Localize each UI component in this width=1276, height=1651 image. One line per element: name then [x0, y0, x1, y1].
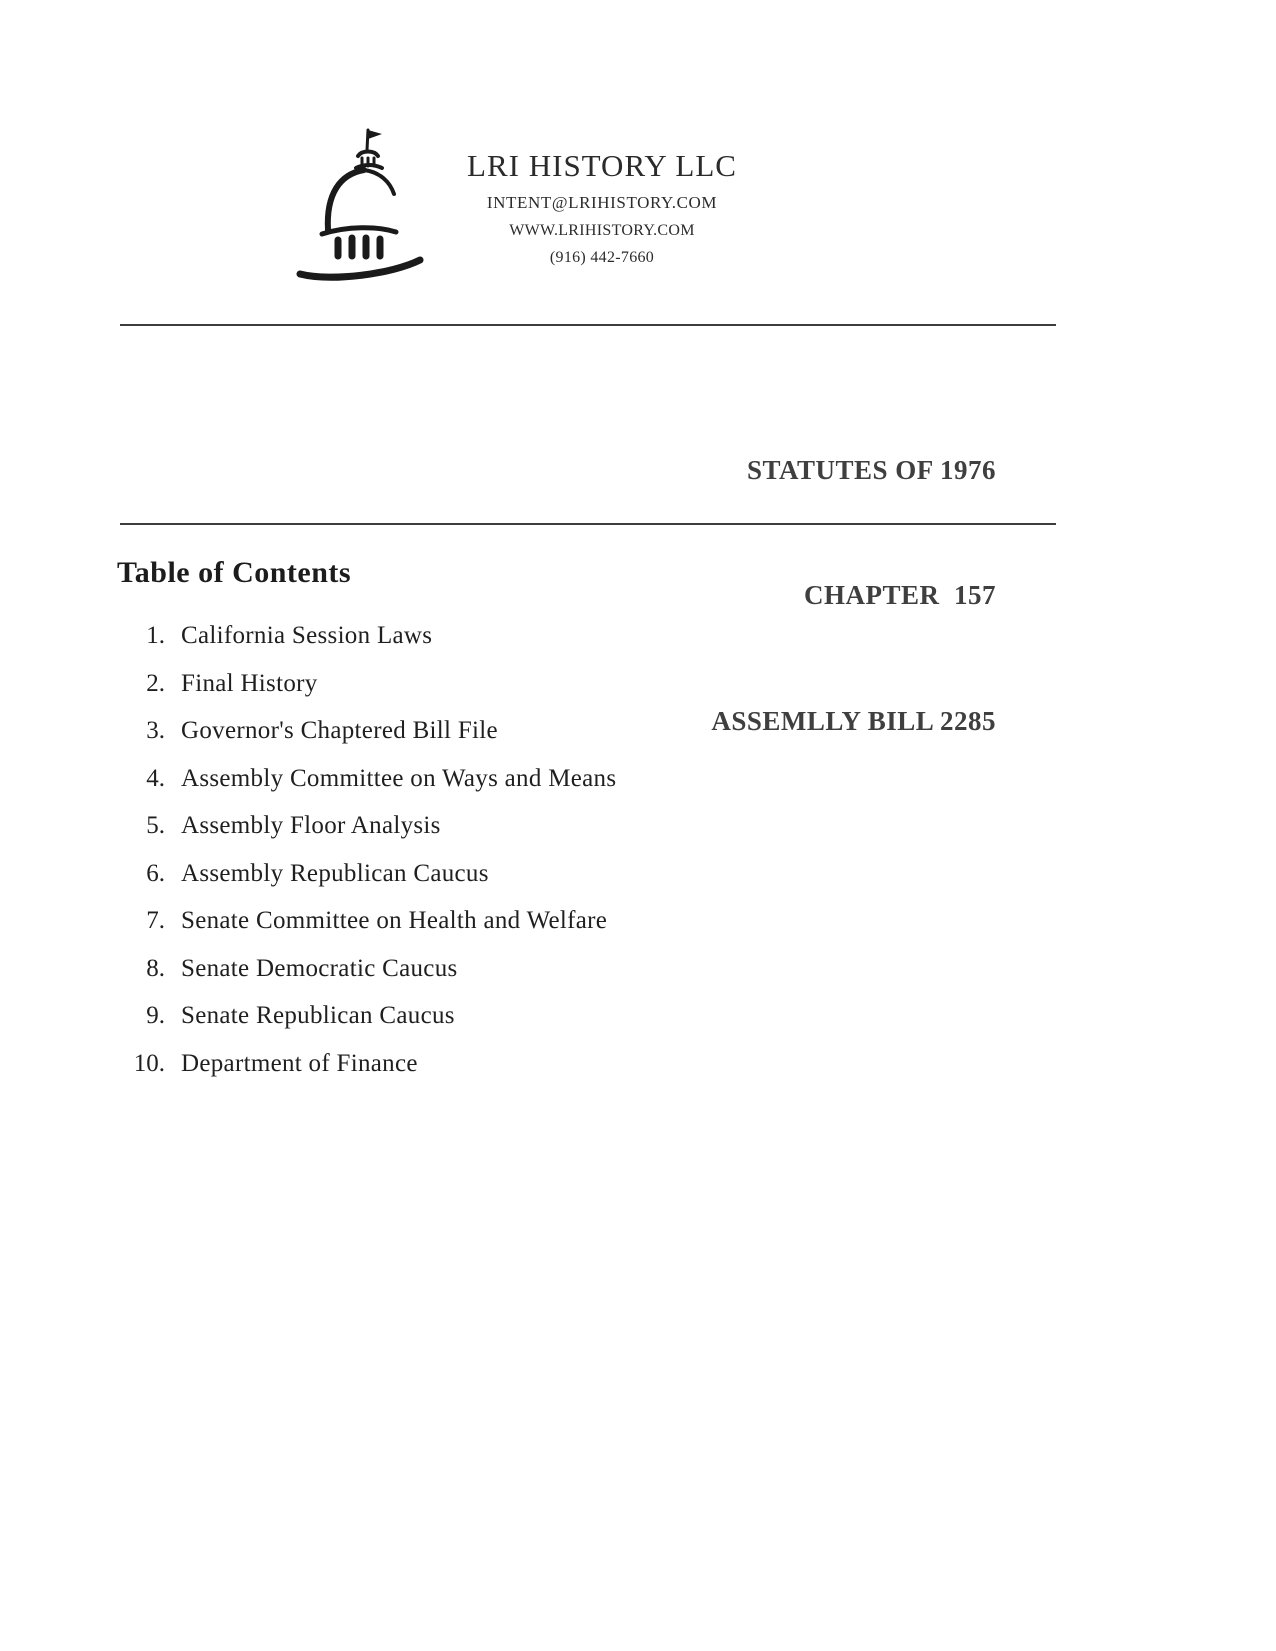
toc-item-number: 7. — [146, 907, 165, 934]
toc-item — [100, 622, 860, 670]
title-line-statutes: STATUTES OF 1976 — [746, 454, 996, 485]
horizontal-rule-top — [120, 324, 1056, 326]
company-email: INTENT@LRIHISTORY.COM — [486, 193, 718, 212]
toc-item — [100, 812, 860, 860]
toc-item-label: Final History — [181, 669, 318, 697]
toc-item — [100, 1050, 860, 1098]
toc-item-number: 1. — [146, 622, 165, 649]
toc-item — [100, 907, 860, 955]
toc-heading: Table of Contents — [117, 556, 352, 589]
toc-item-number: 10. — [133, 1049, 165, 1077]
toc-item-label: Governor's Chaptered Bill File — [181, 717, 498, 744]
toc-item-label: Senate Committee on Health and Welfare — [181, 907, 608, 934]
toc-item-label: California Session Laws — [181, 622, 433, 649]
toc-item-label: Assembly Republican Caucus — [181, 859, 489, 887]
capitol-dome-sketch-icon — [292, 122, 442, 292]
toc-item-label: Senate Republican Caucus — [181, 1002, 455, 1029]
horizontal-rule-bottom — [120, 523, 1056, 525]
company-phone: (916) 442-7660 — [549, 249, 655, 266]
company-website: WWW.LRIHISTORY.COM — [509, 222, 695, 239]
toc-item-number: 5. — [146, 812, 165, 839]
toc-item-number: 8. — [146, 954, 165, 982]
toc-item-label: Assembly Floor Analysis — [181, 812, 441, 839]
toc-item — [100, 717, 860, 765]
toc-item-label: Senate Democratic Caucus — [181, 954, 458, 982]
toc-item — [100, 1002, 860, 1050]
toc-item — [100, 955, 860, 1003]
toc-item-number: 9. — [146, 1002, 165, 1029]
title-line-bill: ASSEMLLY BILL 2285 — [711, 705, 996, 736]
toc-list — [100, 622, 860, 1097]
toc-item — [100, 765, 860, 813]
letterhead — [432, 148, 772, 267]
toc-item — [100, 860, 860, 908]
toc-item-number: 6. — [146, 859, 165, 887]
toc-item-number: 3. — [146, 717, 165, 744]
toc-item-label: Department of Finance — [181, 1049, 418, 1077]
toc-item-number: 4. — [146, 764, 165, 792]
toc-item-label: Assembly Committee on Ways and Means — [181, 764, 617, 792]
toc-item-number: 2. — [146, 669, 165, 697]
toc-item — [100, 670, 860, 718]
company-name: LRI HISTORY LLC — [467, 148, 737, 183]
title-line-chapter: CHAPTER 157 — [803, 580, 996, 611]
